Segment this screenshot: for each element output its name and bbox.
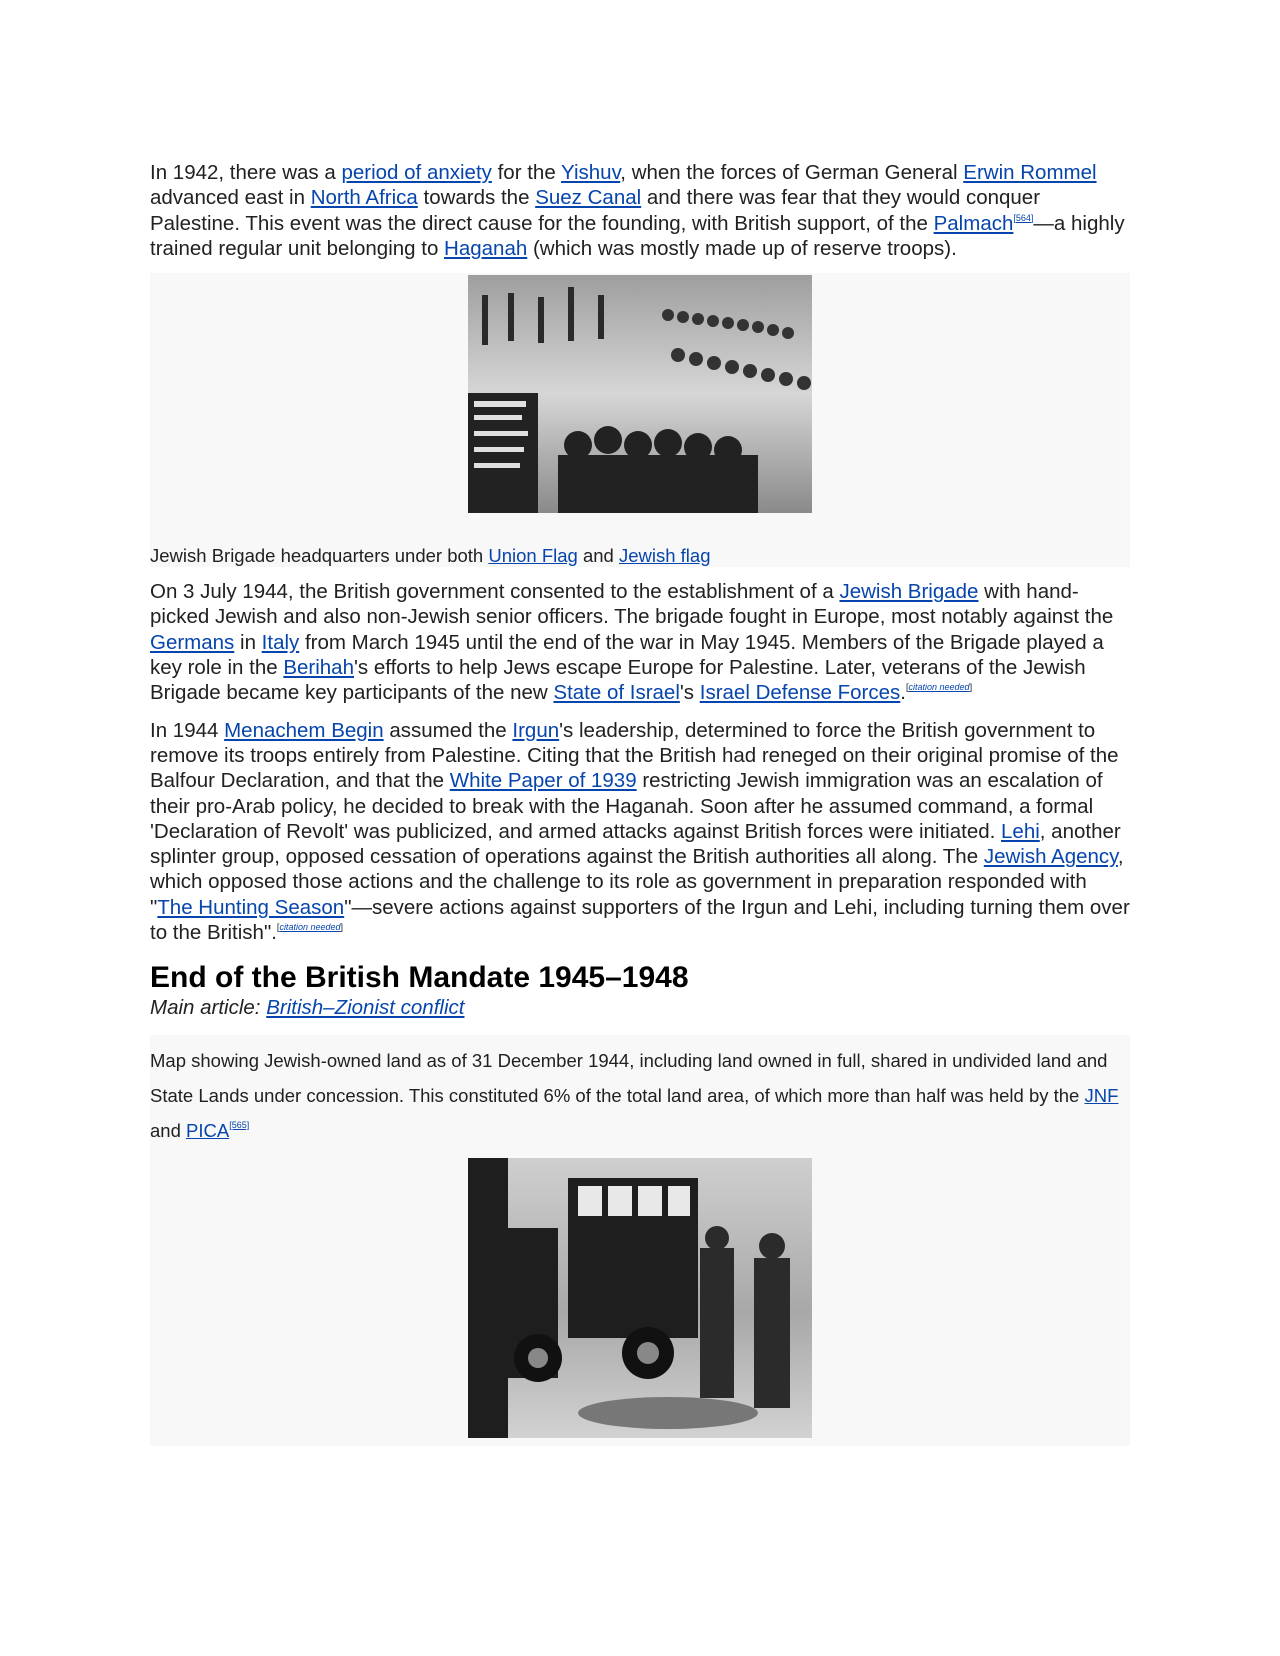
link-union-flag[interactable]: Union Flag: [488, 545, 578, 567]
link-hunting-season[interactable]: The Hunting Season: [157, 895, 345, 919]
link-pica[interactable]: PICA: [186, 1120, 230, 1142]
main-article-hatnote: [150, 995, 1130, 1021]
link-suez-canal[interactable]: Suez Canal: [535, 186, 642, 210]
text: 's efforts to help Jews escape Europe for Palestine. Later, veterans of the Jewish Brigade became key participants of the new: [150, 656, 1086, 705]
link-berihah[interactable]: Berihah: [283, 656, 354, 680]
reference-link[interactable]: [564]: [1013, 212, 1034, 223]
text: towards the: [417, 186, 536, 210]
caption-text: and: [150, 1120, 187, 1142]
figure-caption: [150, 513, 1130, 567]
paragraph-jewish-brigade: [150, 579, 1130, 705]
citation-needed-text: citation needed: [279, 922, 341, 933]
link-jewish-brigade[interactable]: Jewish Brigade: [839, 580, 979, 604]
figure-jewish-brigade: [150, 273, 1130, 567]
link-period-of-anxiety[interactable]: period of anxiety: [341, 161, 492, 184]
citation-needed[interactable]: [citation needed]: [905, 682, 973, 693]
link-israel-defense-forces[interactable]: Israel Defense Forces: [699, 681, 901, 705]
image-wrapper: [150, 275, 1130, 513]
caption-text: Map showing Jewish-owned land as of 31 December 1944, including land owned in full, shared in undivided land and State Lands under concession. This constituted 6% of the total land area, of which more than half was held by the: [150, 1050, 1108, 1107]
link-jewish-flag[interactable]: Jewish flag: [618, 545, 711, 567]
link-state-of-israel[interactable]: State of Israel: [553, 681, 680, 705]
link-north-africa[interactable]: North Africa: [310, 186, 418, 210]
text: , which opposed those actions and the challenge to its role as government in preparation responded with ": [150, 845, 1124, 919]
citation-needed-text: citation needed: [908, 682, 970, 693]
text: with hand-picked Jewish and also non-Jewish senior officers. The brigade fought in Europe, most notably against the: [150, 580, 1114, 629]
link-italy[interactable]: Italy: [261, 630, 300, 654]
text: , when the forces of German General: [620, 161, 964, 184]
hatnote-prefix: Main article:: [150, 996, 267, 1020]
text: from March 1945 until the end of the war in May 1945. Members of the Brigade played a key role in the: [150, 630, 1104, 680]
bus-bombing-photo[interactable]: [468, 1158, 812, 1438]
link-erwin-rommel[interactable]: Erwin Rommel: [963, 161, 1097, 184]
link-palmach[interactable]: Palmach: [933, 211, 1014, 235]
citation-needed[interactable]: [citation needed]: [276, 922, 344, 933]
link-yishuv[interactable]: Yishuv: [561, 161, 621, 184]
citation-needed-link[interactable]: [279, 922, 340, 932]
text: assumed the: [383, 718, 513, 742]
text: "—severe actions against supporters of the Irgun and Lehi, including turning them over to the British".: [150, 895, 1130, 945]
link-lehi[interactable]: Lehi: [1001, 819, 1040, 843]
text: for the: [491, 161, 562, 184]
article-content: [150, 160, 1130, 1458]
text: , another splinter group, opposed cessation of operations against the British authorities all along. The: [150, 819, 1121, 869]
text: 's: [679, 681, 700, 705]
text: In 1944: [150, 718, 225, 742]
link-menachem-begin[interactable]: Menachem Begin: [224, 718, 384, 742]
text: (which was mostly made up of reserve troops).: [527, 236, 957, 260]
caption-text: and: [577, 545, 619, 567]
text: .: [900, 681, 906, 705]
text: restricting Jewish immigration was an escalation of their pro-Arab policy, he decided to break with the Haganah. Soon after he assumed command, a formal 'Declaration of Revolt' was publicized, and armed attacks against British forces were initiated.: [150, 769, 1103, 843]
section-heading: End of the British Mandate 1945–1948: [150, 961, 689, 995]
caption-text: Jewish Brigade headquarters under both: [150, 545, 489, 567]
figure-jewish-owned-land: [150, 1035, 1130, 1446]
text: and there was fear that they would conquer Palestine. This event was the direct cause for the founding, with British support, of the: [150, 186, 1041, 235]
reference-link[interactable]: [565]: [229, 1120, 250, 1131]
reference-565[interactable]: [229, 1120, 249, 1130]
link-jnf[interactable]: JNF: [1084, 1085, 1119, 1107]
jewish-brigade-photo[interactable]: [468, 275, 812, 513]
text: advanced east in: [150, 186, 311, 210]
text: in: [234, 630, 262, 654]
paragraph-1942: [150, 160, 1130, 261]
link-germans[interactable]: Germans: [150, 630, 235, 654]
text: —a highly trained regular unit belonging to: [150, 211, 1125, 260]
paragraph-begin: [150, 718, 1130, 946]
figure-caption: [150, 1043, 1130, 1148]
citation-needed-link[interactable]: [909, 682, 970, 692]
link-white-paper-1939[interactable]: White Paper of 1939: [449, 769, 637, 793]
text: 's leadership, determined to force the British government to remove its troops entirely from Palestine. Citing that the British had reneged on their original promise of the Balfour Declaration, and that the: [150, 718, 1119, 793]
link-irgun[interactable]: Irgun: [512, 718, 560, 742]
link-british-zionist-conflict[interactable]: British–Zionist conflict: [266, 996, 465, 1020]
reference-564[interactable]: [1013, 213, 1033, 223]
link-jewish-agency[interactable]: Jewish Agency: [983, 845, 1118, 869]
image-wrapper: [150, 1158, 1130, 1438]
link-haganah[interactable]: Haganah: [444, 236, 528, 260]
text: On 3 July 1944, the British government consented to the establishment of a: [150, 580, 840, 604]
text: In 1942, there was a: [150, 161, 342, 184]
